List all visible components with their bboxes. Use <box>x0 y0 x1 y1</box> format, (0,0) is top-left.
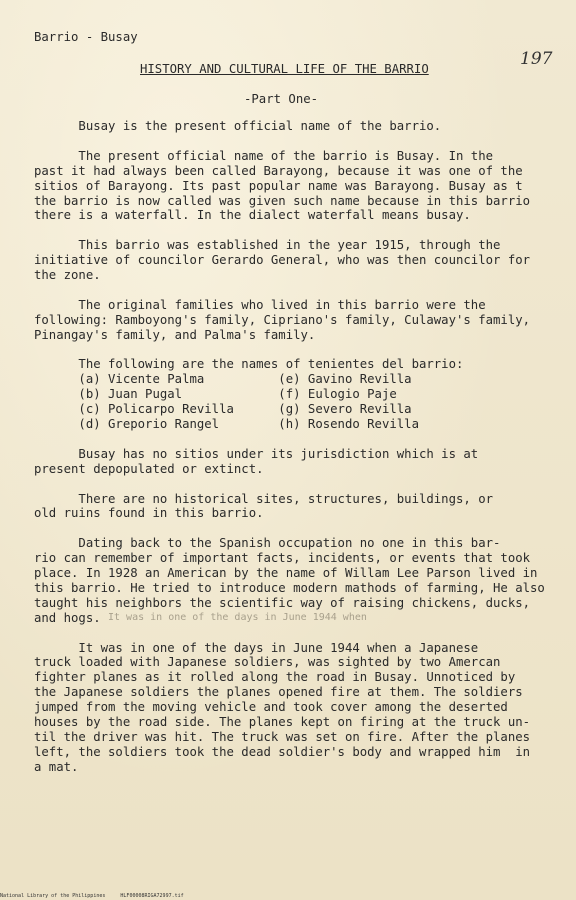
body-line: this barrio. He tried to introduce modern mathods of farming, He also <box>34 580 545 595</box>
body-line: sitios of Barayong. Its past popular name was Barayong. Busay as t <box>34 178 523 193</box>
handwritten-page-number: 197 <box>520 49 553 69</box>
body-line: initiative of councilor Gerardo General, who was then councilor for <box>34 253 531 268</box>
body-line: The following are the names of tenientes del barrio: <box>34 357 464 372</box>
body-line: (d) Greporio Rangel (h) Rosendo Revilla <box>34 417 419 431</box>
body-line: houses by the road side. The planes kept on firing at the truck un- <box>34 715 531 729</box>
body-line: rio can remember of important facts, incidents, or events that took <box>34 551 531 566</box>
body-line: fighter planes as it rolled along the road in Busay. Unnoticed by <box>34 670 516 685</box>
body-line: left, the soldiers took the dead soldier's body and wrapped him in <box>34 744 531 759</box>
body-line: This barrio was established in the year 1915, through the <box>34 238 501 253</box>
body-line: there is a waterfall. In the dialect waterfall means busay. <box>34 208 471 223</box>
body-line: (a) Vicente Palma (e) Gavino Revilla <box>34 372 412 387</box>
part-heading: -Part One- <box>244 92 319 106</box>
body-line: It was in one of the days in June 1944 when a Japanese <box>34 640 479 655</box>
struck-text: It was in one of the days in June 1944 when <box>108 611 367 623</box>
body-line: til the driver was hit. The truck was set on fire. After the planes <box>34 729 531 744</box>
body-line: old ruins found in this barrio. <box>34 506 264 521</box>
body-line: jumped from the moving vehicle and took cover among the deserted <box>34 700 508 715</box>
body-line: (c) Policarpo Revilla (g) Severo Revilla <box>34 402 412 417</box>
body-line: There are no historical sites, structures, buildings, or <box>34 491 494 506</box>
body-line: past it had always been called Barayong, because it was one of the <box>34 163 523 178</box>
body-line: (b) Juan Pugal (f) Eulogio Paje <box>34 387 397 402</box>
document-title: HISTORY AND CULTURAL LIFE OF THE BARRIO <box>140 62 429 76</box>
body-line: present depopulated or extinct. <box>34 461 264 476</box>
body-line: The original families who lived in this barrio were the <box>34 297 486 312</box>
body-line: following: Ramboyong's family, Cipriano's family, Culaway's family, <box>34 312 531 327</box>
body-line: the zone. <box>34 268 101 282</box>
body-line: Busay has no sitios under its jurisdiction which is at <box>34 446 479 461</box>
body-line: The present official name of the barrio is Busay. In the <box>34 148 494 163</box>
body-line: and hogs. <box>34 610 101 625</box>
body-line: taught his neighbors the scientific way of raising chickens, ducks, <box>34 595 531 610</box>
body-line: place. In 1928 an American by the name of Willam Lee Parson lived in <box>34 566 538 580</box>
body-line: the Japanese soldiers the planes opened fire at them. The soldiers <box>34 685 523 700</box>
body-line: Busay is the present official name of the barrio. <box>34 119 442 133</box>
archive-footer: National Library of the Philippines HLF00008RIGA72997.tif <box>0 893 184 899</box>
body-line: the barrio is now called was given such name because in this barrio <box>34 193 531 208</box>
body-line: a mat. <box>34 759 79 774</box>
body-line: truck loaded with Japanese soldiers, was sighted by two Amercan <box>34 655 501 670</box>
barrio-header: Barrio - Busay <box>34 30 138 44</box>
body-line: Dating back to the Spanish occupation no one in this bar- <box>34 536 501 551</box>
body-line: Pinangay's family, and Palma's family. <box>34 327 316 342</box>
